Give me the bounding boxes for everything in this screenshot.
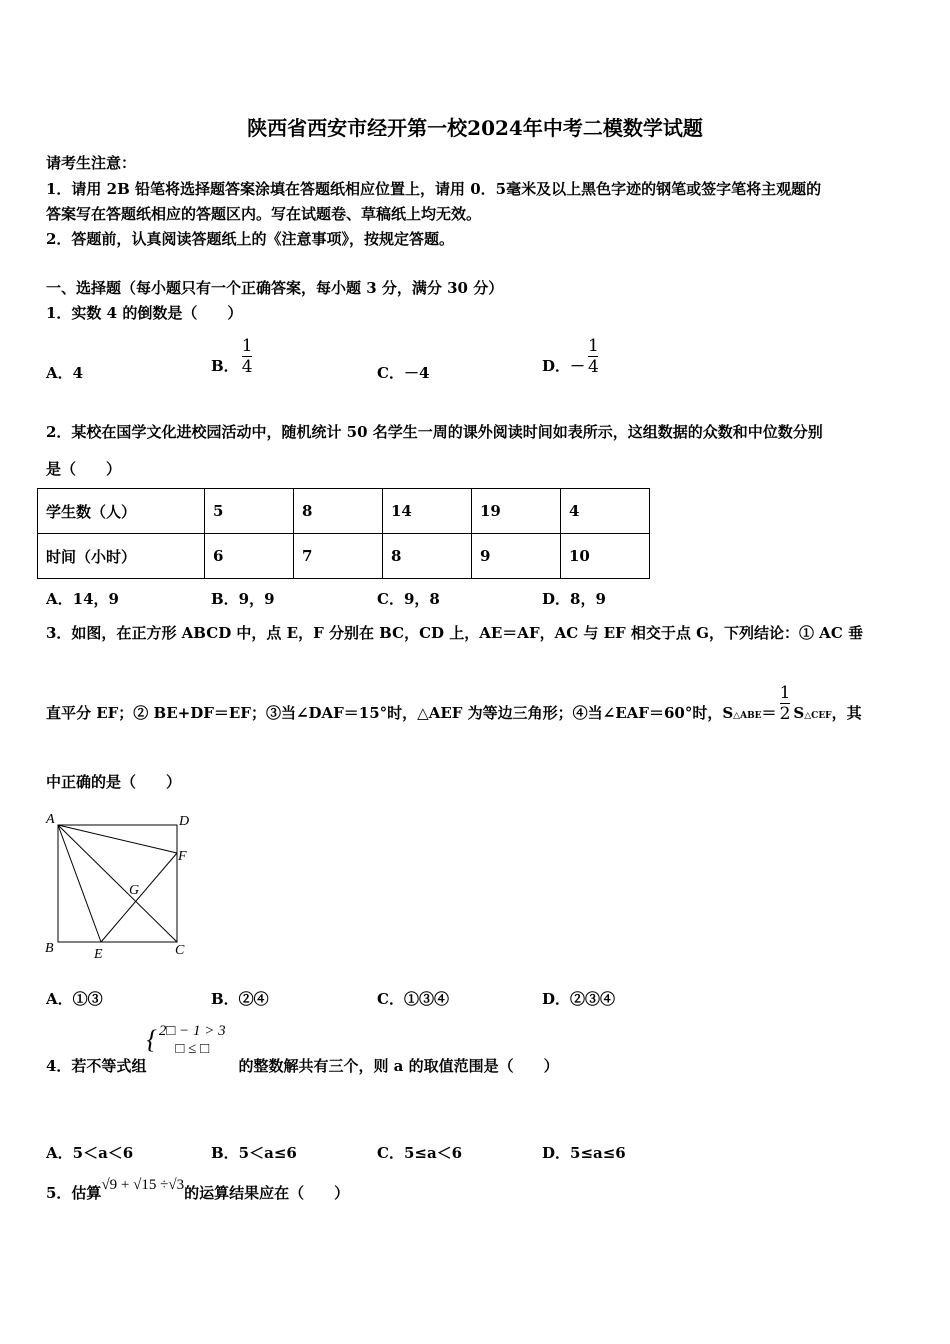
fraction: $\frac{1}{4}$ xyxy=(241,336,253,377)
q4-option-a: A．5＜a＜6 xyxy=(46,1144,134,1162)
point-label-f: F xyxy=(178,849,187,864)
table-cell: 7 xyxy=(294,534,383,579)
q3-option-d: D．②③④ xyxy=(542,990,616,1008)
q2-option-a: A．14，9 xyxy=(46,590,119,608)
point-label-c: C xyxy=(175,943,185,958)
inequality-2: □ ≤ □ xyxy=(175,1041,210,1057)
fraction: $\frac{1}{2}$ xyxy=(779,683,791,724)
inequality-system xyxy=(146,1022,234,1058)
table-cell: 8 xyxy=(294,489,383,534)
point-label-a: A xyxy=(46,812,55,827)
q3-stem: 3．如图，在正方形 ABCD 中，点 E，F 分别在 BC，CD 上，AE＝AF，AC 与 EF 相交于点 G，下列结论：① AC 垂 xyxy=(46,624,863,642)
notice-heading: 请考生注意： xyxy=(46,154,137,172)
q3-option-a: A．①③ xyxy=(46,990,103,1008)
reading-time-table xyxy=(37,488,650,579)
q2-stem: 2．某校在国学文化进校园活动中，随机统计 50 名学生一周的课外阅读时间如表所示，这组数据的众数和中位数分别 xyxy=(46,423,823,441)
q1-option-a: A．4 xyxy=(46,364,84,382)
q4-option-b: B．5＜a≤6 xyxy=(211,1144,297,1162)
section-heading: 一、选择题（每小题只有一个正确答案，每小题 3 分，满分 30 分） xyxy=(46,279,504,297)
q4-stem-post: 的整数解共有三个，则 a 的取值范围是（ ） xyxy=(238,1057,559,1075)
point-label-g: G xyxy=(129,883,140,898)
notice-line: 2．答题前，认真阅读答题纸上的《注意事项》，按规定答题。 xyxy=(46,230,454,248)
table-cell: 学生数（人） xyxy=(38,489,205,534)
square-geometry-figure xyxy=(40,808,200,968)
q2-option-d: D．8，9 xyxy=(542,590,606,608)
table-cell: 时间（小时） xyxy=(38,534,205,579)
table-row xyxy=(38,489,650,534)
q2-option-c: C．9，8 xyxy=(377,590,440,608)
point-label-e: E xyxy=(94,947,103,962)
q4-option-c: C．5≤a＜6 xyxy=(377,1144,463,1162)
table-cell: 19 xyxy=(472,489,561,534)
table-cell: 9 xyxy=(472,534,561,579)
table-cell: 10 xyxy=(561,534,650,579)
table-cell: 6 xyxy=(205,534,294,579)
q3-option-b: B．②④ xyxy=(211,990,269,1008)
q4-stem-line xyxy=(46,1022,559,1076)
brace: { xyxy=(146,1025,157,1054)
q3-stem-line2: 直平分 EF；② BE+DF＝EF；③当∠DAF＝15°时，△AEF 为等边三角形；④当∠EAF＝60°时，S△ABE＝ $\frac{1}{2}$ S△CEF，其 xyxy=(46,683,862,724)
point-label-d: D xyxy=(179,814,190,829)
table-cell: 4 xyxy=(561,489,650,534)
q1-stem: 1．实数 4 的倒数是（ ） xyxy=(46,304,243,322)
q5-stem-pre: 5．估算 xyxy=(46,1184,102,1202)
q1-option-c: C．－4 xyxy=(377,364,430,382)
fraction: $\frac{1}{4}$ xyxy=(588,336,599,377)
point-label-b: B xyxy=(45,941,54,956)
q4-option-d: D．5≤a≤6 xyxy=(542,1144,626,1162)
table-cell: 5 xyxy=(205,489,294,534)
q2-option-b: B．9，9 xyxy=(211,590,275,608)
q1-option-d-line xyxy=(542,337,602,376)
q1-option-d: D．－ xyxy=(542,357,586,375)
q3-stem: 中正确的是（ ） xyxy=(46,773,182,791)
table-cell: 14 xyxy=(383,489,472,534)
q3-option-c: C．①③④ xyxy=(377,990,449,1008)
table-row xyxy=(38,534,650,579)
inequality-1: 2□ − 1 > 3 xyxy=(158,1023,226,1039)
page-title: 陕西省西安市经开第一校2024年中考二模数学试题 xyxy=(247,116,703,140)
notice-line: 答案写在答题纸相应的答题区内。写在试题卷、草稿纸上均无效。 xyxy=(46,205,482,223)
q1-option-b: B． xyxy=(211,357,239,375)
q4-stem-pre: 4．若不等式组 xyxy=(46,1057,147,1075)
q5-stem-post: 的运算结果应在（ ） xyxy=(184,1184,350,1202)
table-cell: 8 xyxy=(383,534,472,579)
q1-option-b-line xyxy=(211,337,256,376)
q2-stem: 是（ ） xyxy=(46,460,122,478)
q5-stem-line xyxy=(46,1177,349,1203)
q5-expression: √9 + √15 ÷√3 xyxy=(101,1177,185,1193)
notice-line: 1．请用 2B 铅笔将选择题答案涂填在答题纸相应位置上，请用 0．5毫米及以上黑色字迹的钢笔或签字笔将主观题的 xyxy=(46,180,822,198)
